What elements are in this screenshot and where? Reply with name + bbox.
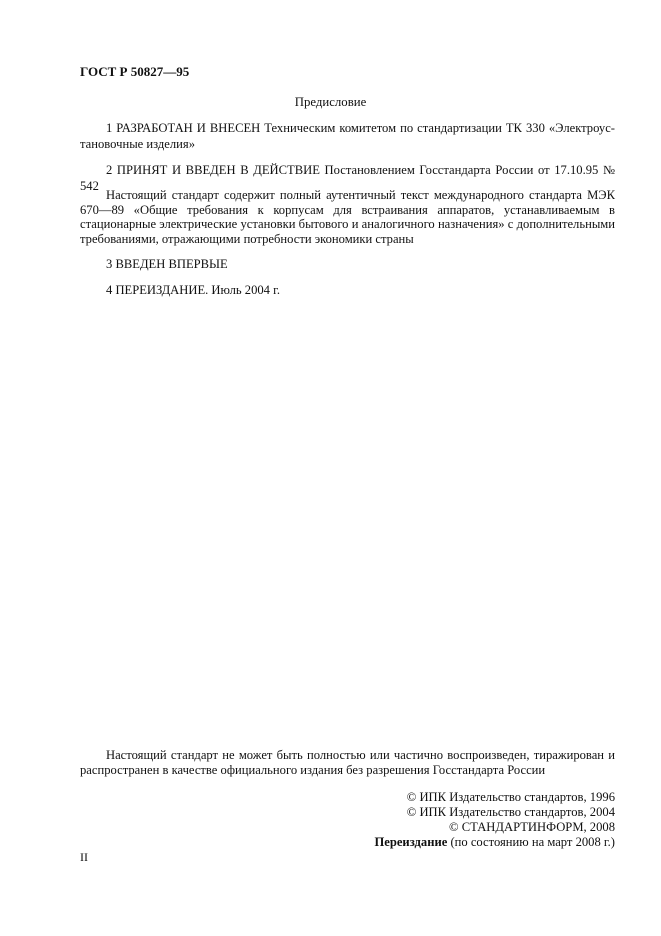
copyright-line: © ИПК Издательство стандартов, 2004: [406, 805, 615, 819]
reissue-label: Переиздание: [374, 835, 448, 849]
paragraph-text: 4 ПЕРЕИЗДАНИЕ. Июль 2004 г.: [106, 283, 281, 297]
paragraph-content-note: [80, 188, 615, 246]
paragraph-text: 1 РАЗРАБОТАН И ВНЕСЕН Техническим комитетом по стандартизации ТК 330 «Электроус-тановочные изделия»: [80, 121, 615, 151]
paragraph-text: 2 ПРИНЯТ И ВВЕДЕН В ДЕЙСТВИЕ Постановлением Госстандарта России от 17.10.95 № 542: [80, 163, 615, 193]
copyright-block: [374, 790, 615, 850]
reproduction-notice: [80, 748, 615, 778]
reissue-date: (по состоянию на март 2008 г.): [447, 835, 615, 849]
paragraph-reissue: [80, 282, 615, 298]
paragraph-developed-by: [80, 120, 615, 152]
copyright-line: © ИПК Издательство стандартов, 1996: [406, 790, 615, 804]
document-code: ГОСТ Р 50827—95: [80, 64, 190, 79]
paragraph-text: 3 ВВЕДЕН ВПЕРВЫЕ: [106, 257, 228, 271]
page-number: II: [80, 850, 88, 864]
reissue-line: [374, 835, 615, 850]
paragraph-text: Настоящий стандарт содержит полный аутентичный текст международного стандарта МЭК 670—89 «Общие требования к корпусам для встраивания аппаратов, устанавливаемым в стационарные электрические установки бытового и аналогичного назначения» с дополнительными требованиями, отражающими потребности экономики страны: [80, 188, 615, 246]
copyright-line: © СТАНДАРТИНФОРМ, 2008: [449, 820, 615, 834]
page-title: Предисловие: [294, 95, 367, 109]
notice-text: Настоящий стандарт не может быть полностью или частично воспроизведен, тиражирован и распространен в качестве официального издания без разрешения Госстандарта России: [80, 748, 615, 777]
paragraph-first-introduced: [80, 256, 615, 272]
